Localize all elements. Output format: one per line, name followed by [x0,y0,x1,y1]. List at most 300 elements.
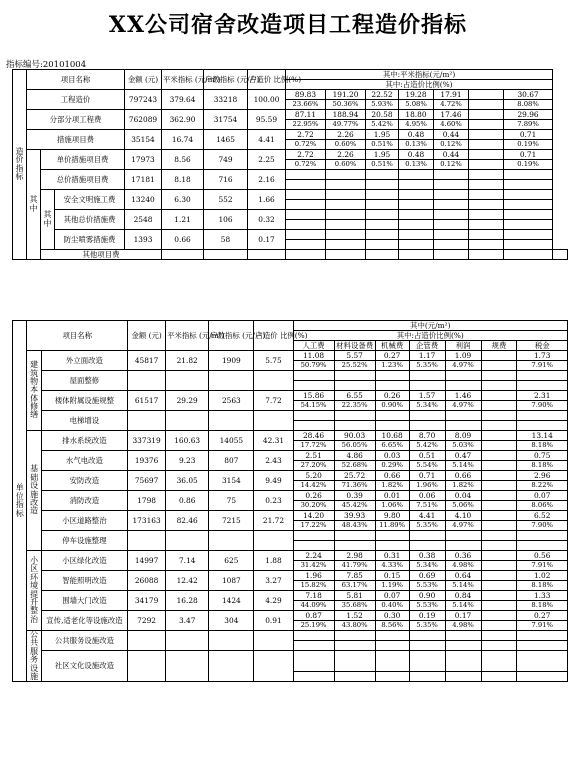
sub-value: 5.57 [334,351,375,361]
value-cell: 1465 [204,130,248,150]
row-label: 停车设施整理 [41,531,127,551]
sub-value: 0.15 [375,571,409,581]
table-row [13,571,568,581]
table-row [13,451,568,461]
sub-value: 0.90 [409,591,445,601]
group-label: 小 区 环 境 提 升 整 治 [27,551,41,631]
table-row [13,70,568,80]
value-cell: 7.14 [166,551,209,571]
sub-value: 0.44 [434,130,469,140]
value-cell: 0.23 [254,491,293,511]
sub-pct: 0.12% [434,160,469,170]
sub-value: 0.07 [375,591,409,601]
sub-value: 7.85 [334,571,375,581]
sub-pct [517,672,568,682]
sub-value: 0.84 [445,591,481,601]
sub-value: 1.96 [293,571,334,581]
sub-value: 0.66 [445,471,481,481]
sub-value: 1.57 [409,391,445,401]
value-cell [209,371,254,391]
value-cell: 21.72 [254,511,293,531]
value-cell: 3.27 [254,571,293,591]
value-cell [254,531,293,551]
group-label: 建 筑 物 本 体 修 缮 [27,351,41,431]
row-label: 电梯增设 [41,411,127,431]
sub-pct: 7.90% [517,521,568,531]
sub-pct: 5.54% [409,461,445,471]
row-label: 屋面整修 [41,371,127,391]
row-label: 楼体附属设施规整 [41,391,127,411]
sub-pct [481,361,517,371]
value-cell: 4.29 [254,591,293,611]
column-header: 人工费 [293,341,334,351]
sub-pct: 7.51% [409,501,445,511]
sub-pct [293,381,334,391]
sub-value [334,631,375,641]
sub-pct: 35.68% [334,601,375,611]
sub-pct [445,541,481,551]
row-label: 排水系统改造 [41,431,127,451]
sub-pct [445,421,481,431]
sub-pct: 1.06% [375,501,409,511]
sub-value: 4.41 [409,511,445,521]
sub-pct [326,180,366,190]
sub-pct: 1.23% [375,361,409,371]
sub-value: 14.20 [293,511,334,521]
sub-value [334,531,375,541]
page-title: XX公司宿舍改造项目工程造价指标 [108,12,468,38]
value-cell: 75 [209,491,254,511]
sub-value [375,531,409,541]
sub-pct: 0.60% [326,140,366,150]
sub-pct: 31.42% [293,561,334,571]
value-cell: 14997 [128,551,166,571]
sub-pct [504,220,553,230]
sub-value: 22.52 [366,90,399,100]
sub-value [399,170,434,180]
sub-value [286,230,326,240]
sub-value: 0.71 [504,150,553,160]
sub-value [293,631,334,641]
sub-value [375,411,409,421]
sub-value: 1.73 [517,351,568,361]
sub-value [366,170,399,180]
sub-value [469,150,504,160]
sub-pct [286,220,326,230]
sub-pct: 4.97% [445,361,481,371]
sub-value: 18.80 [399,110,434,120]
sub-value [326,170,366,180]
table-row [13,651,568,672]
row-label: 安防改造 [41,471,127,491]
column-header: 金额 (元) [125,70,162,90]
sub-pct: 22.35% [334,401,375,411]
sub-pct: 25.52% [334,361,375,371]
sub-pct: 4.60% [434,120,469,130]
sub-value [366,230,399,240]
sub-value: 5.81 [334,591,375,601]
row-label: 智能照明改造 [41,571,127,591]
sub-value: 0.64 [445,571,481,581]
sub-pct: 7.90% [517,401,568,411]
sub-pct [481,641,517,651]
sub-pct: 1.96% [409,481,445,491]
value-cell: 21.82 [166,351,209,371]
sub-value [286,190,326,200]
empty-cell [434,250,469,260]
sub-value [481,471,517,481]
empty-cell [248,250,286,260]
sub-value [517,631,568,641]
sub-value [481,431,517,441]
sub-pct [481,421,517,431]
sub-pct [409,672,445,682]
sub-value [504,170,553,180]
sub-value: 8.70 [409,431,445,441]
value-cell: 29.29 [166,391,209,411]
sub-pct: 0.13% [399,140,434,150]
table-row [13,491,568,501]
column-header: 平米指标 (元/m²) [162,70,204,90]
table-row [13,531,568,541]
value-cell: 35154 [125,130,162,150]
sub-pct: 5.53% [409,601,445,611]
sub-pct: 7.91% [517,621,568,631]
table-row [13,551,568,561]
sub-value [517,411,568,421]
sub-pct [504,240,553,250]
sub-pct: 0.72% [286,160,326,170]
value-cell: 12.42 [166,571,209,591]
sub-pct [445,641,481,651]
sub-pct: 27.20% [293,461,334,471]
sub-pct: 5.35% [409,521,445,531]
sub-value [286,210,326,220]
value-cell: 26088 [128,571,166,591]
sub-pct [434,200,469,210]
value-cell [128,651,166,682]
sub-pct: 5.14% [445,461,481,471]
sub-value: 0.69 [409,571,445,581]
value-cell: 552 [204,190,248,210]
sub-value: 0.30 [375,611,409,621]
index-code: 指标编号:20101004 [6,60,87,70]
sub-value [504,190,553,200]
sub-pct: 4.72% [434,100,469,110]
sub-pct: 1.82% [445,481,481,491]
column-header: 利润 [445,341,481,351]
sub-pct: 71.36% [334,481,375,491]
sub-value: 1.33 [517,591,568,601]
row-label: 围墙大门改造 [41,591,127,611]
value-cell [128,631,166,651]
sub-value: 0.71 [504,130,553,140]
row-label: 工程造价 [27,90,125,110]
sub-value: 1.17 [409,351,445,361]
sub-pct [469,200,504,210]
sub-pct [445,381,481,391]
sub-value [434,170,469,180]
value-cell: 45817 [128,351,166,371]
sub-value: 30.67 [504,90,553,100]
value-cell: 797243 [125,90,162,110]
sub-value [481,551,517,561]
sub-value: 0.71 [409,471,445,481]
sub-value [434,190,469,200]
sub-value [469,130,504,140]
sub-value [326,230,366,240]
value-cell: 1909 [209,351,254,371]
sub-pct [434,220,469,230]
sub-pct [481,401,517,411]
row-label: 总价措施项目费 [41,170,125,190]
column-header: 其中(元/m²) [293,321,568,331]
value-cell: 14055 [209,431,254,451]
value-cell: 2548 [125,210,162,230]
sub-pct [399,240,434,250]
value-cell: 3154 [209,471,254,491]
sub-value [481,591,517,601]
value-cell: 100.00 [248,90,286,110]
sub-value: 17.91 [434,90,469,100]
sub-value: 2.24 [293,551,334,561]
sub-value [293,531,334,541]
section-label: 造 价 指 标 [13,70,27,260]
sub-pct: 5.06% [445,501,481,511]
table-row [13,591,568,601]
value-cell: 33218 [204,90,248,110]
sub-value: 8.09 [445,431,481,441]
value-cell: 379.64 [162,90,204,110]
value-cell: 9.49 [254,471,293,491]
empty-cell [469,250,504,260]
sub-value: 0.27 [517,611,568,621]
table-row [13,210,568,220]
sub-pct: 25.19% [293,621,334,631]
value-cell: 75697 [128,471,166,491]
sub-pct: 11.89% [375,521,409,531]
value-cell [209,531,254,551]
value-cell: 807 [209,451,254,471]
sub-pct: 5.35% [409,361,445,371]
table-row [13,631,568,641]
sub-value: 0.31 [375,551,409,561]
table-row [13,371,568,381]
table-row [13,230,568,240]
sub-pct: 4.98% [445,561,481,571]
table-row [13,391,568,401]
table-row [13,431,568,441]
sub-value: 1.09 [445,351,481,361]
sub-pct: 7.89% [504,120,553,130]
sub-pct: 0.13% [399,160,434,170]
sub-pct [366,180,399,190]
value-cell: 716 [204,170,248,190]
column-header: 其中:占造价比例(%) [286,80,553,90]
sub-value: 191.20 [326,90,366,100]
sub-value: 2.26 [326,130,366,140]
value-cell: 95.59 [248,110,286,130]
table-row [13,351,568,361]
value-cell: 2.43 [254,451,293,471]
sub-pct [375,421,409,431]
sub-pct [375,641,409,651]
sub-value [375,651,409,672]
row-label: 措施项目费 [27,130,125,150]
sub-pct: 5.42% [409,441,445,451]
sub-pct: 0.72% [286,140,326,150]
value-cell: 17181 [125,170,162,190]
value-cell: 2.25 [248,150,286,170]
sub-value: 0.87 [293,611,334,621]
sub-pct: 14.42% [293,481,334,491]
sub-pct: 0.90% [375,401,409,411]
sub-value: 0.26 [375,391,409,401]
value-cell: 16.28 [166,591,209,611]
sub-value [481,491,517,501]
sub-value: 0.48 [399,130,434,140]
table-row [13,321,568,331]
value-cell: 3.47 [166,611,209,631]
value-cell: 31754 [204,110,248,130]
value-cell: 34179 [128,591,166,611]
sub-value [293,371,334,381]
table-row [13,511,568,521]
sub-pct: 7.91% [517,561,568,571]
sub-pct [409,421,445,431]
value-cell [166,631,209,651]
table-row [13,170,568,180]
value-cell: 6.30 [162,190,204,210]
sub-value: 2.31 [517,391,568,401]
sub-value: 9.80 [375,511,409,521]
sub-value [366,190,399,200]
value-cell [128,411,166,431]
value-cell: 16.74 [162,130,204,150]
sub-pct [293,541,334,551]
sub-pct [334,672,375,682]
sub-pct: 4.95% [399,120,434,130]
value-cell: 2563 [209,391,254,411]
sub-pct [375,381,409,391]
column-header: 项目名称 [27,321,128,351]
value-cell: 8.18 [162,170,204,190]
sub-value [469,210,504,220]
sub-pct [481,581,517,591]
sub-value: 0.44 [434,150,469,160]
row-label: 安全文明施工费 [55,190,125,210]
sub-pct [469,220,504,230]
value-cell: 337319 [128,431,166,451]
column-header: 平米指标 (元/m²) [166,321,209,351]
column-header: 规费 [481,341,517,351]
value-cell: 58 [204,230,248,250]
sub-pct [469,240,504,250]
value-cell: 749 [204,150,248,170]
sub-value: 1.95 [366,150,399,160]
value-cell: 17973 [125,150,162,170]
sub-value [399,230,434,240]
sub-pct: 54.15% [293,401,334,411]
sub-value: 2.72 [286,150,326,160]
sub-pct [469,160,504,170]
sub-value [399,190,434,200]
group-label: 公 共 服 务 设 施 [27,631,41,682]
sub-pct: 22.95% [286,120,326,130]
column-header: 其中:平米指标(元/m²) [286,70,553,80]
sub-value [445,631,481,641]
sub-value [481,351,517,361]
sub-pct: 23.66% [286,100,326,110]
sub-value [517,531,568,541]
sub-pct [469,100,504,110]
sub-pct [481,481,517,491]
sub-value: 1.46 [445,391,481,401]
row-label: 分部分项工程费 [27,110,125,130]
table-row [13,90,568,100]
sub-pct [366,220,399,230]
value-cell: 1798 [128,491,166,511]
sub-value: 1.02 [517,571,568,581]
sub-pct [504,180,553,190]
sub-value [434,230,469,240]
sub-pct: 17.72% [293,441,334,451]
sub-pct [286,240,326,250]
sub-pct: 5.35% [409,621,445,631]
sub-label: 其 中 [27,150,41,260]
sub-value: 0.04 [445,491,481,501]
sub-value: 0.27 [375,351,409,361]
sub-value: 7.18 [293,591,334,601]
sub-pct [481,521,517,531]
sub-value: 11.08 [293,351,334,361]
sub-pct [409,541,445,551]
value-cell [166,371,209,391]
row-label: 其他项目费 [41,250,162,260]
sub-pct: 5.14% [445,601,481,611]
row-label: 小区绿化改造 [41,551,127,571]
sub-pct: 0.12% [434,140,469,150]
sub-pct [334,381,375,391]
sub-value [517,651,568,672]
sub-pct [286,200,326,210]
empty-cell [162,250,204,260]
row-label: 宣传,适老化等设施改造 [41,611,127,631]
sub-pct: 4.97% [445,521,481,531]
sub-value [286,170,326,180]
column-header: 项目名称 [27,70,125,90]
sub-pct [409,381,445,391]
sub-value: 0.06 [409,491,445,501]
value-cell: 625 [209,551,254,571]
sub-value: 20.58 [366,110,399,120]
sub-pct: 1.82% [375,481,409,491]
sub-pct: 8.06% [517,501,568,511]
column-header: 户数指标 (元/户) [209,321,254,351]
value-cell: 1393 [125,230,162,250]
sub-pct [481,541,517,551]
sub-value [334,411,375,421]
sub-pct: 48.43% [334,521,375,531]
sub-value: 5.20 [293,471,334,481]
empty-cell [366,250,399,260]
column-header: 机械费 [375,341,409,351]
sub-value: 15.86 [293,391,334,401]
group-label: 基 础 设 施 改 造 [27,431,41,551]
column-header: 企管费 [409,341,445,351]
sub-value: 0.56 [517,551,568,561]
sub-pct [293,421,334,431]
